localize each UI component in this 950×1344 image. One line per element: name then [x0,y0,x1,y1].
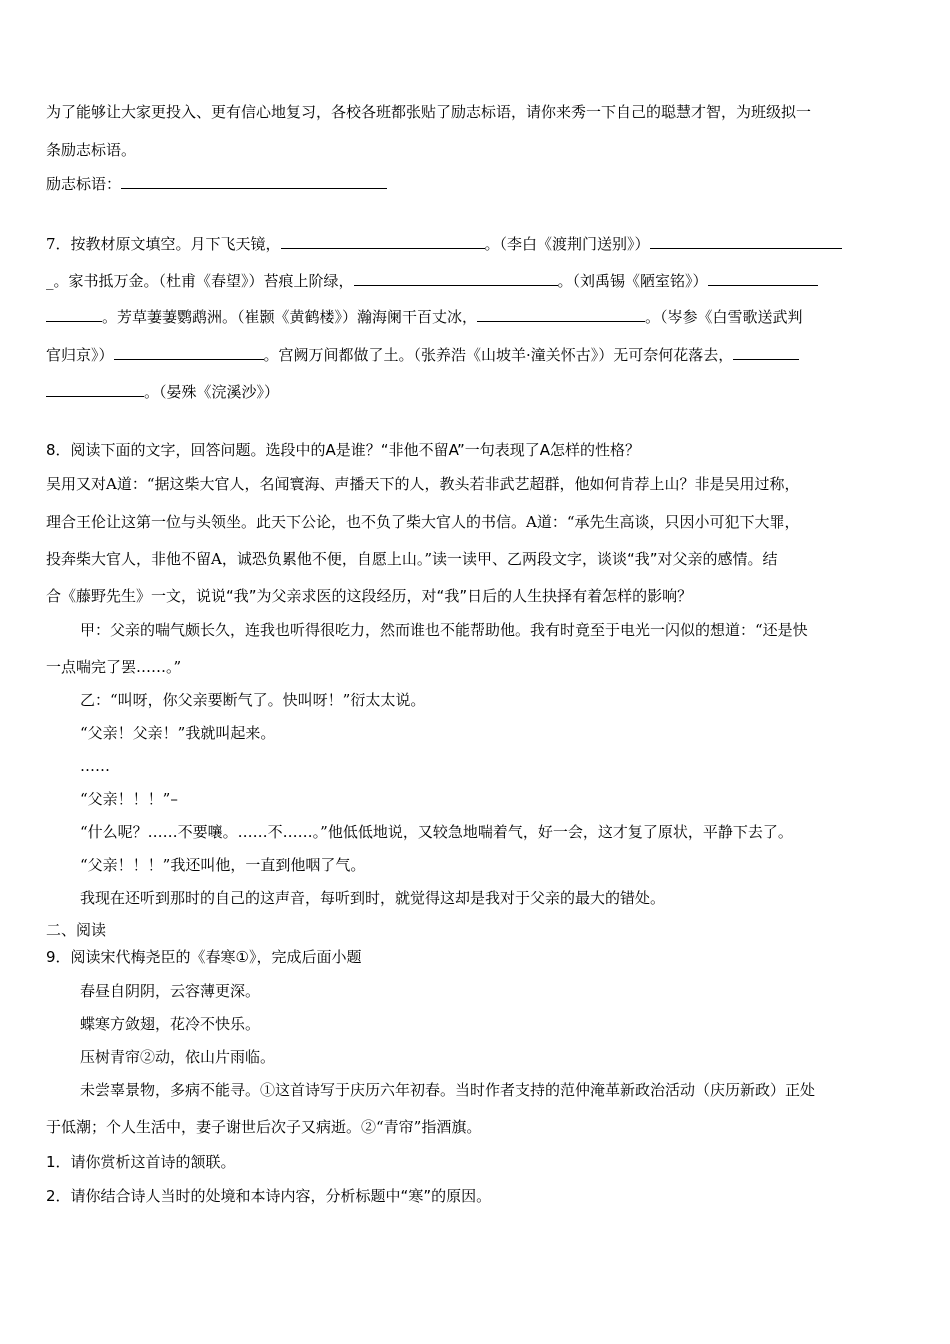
excerpt-yi-line-4: “父亲！！！”– [80,790,178,808]
excerpt-jia-line-2: 一点喘完了罢……。” [46,658,182,676]
excerpt-yi-line-6: “父亲！！！”我还叫他，一直到他咽了气。 [80,856,366,874]
q7-blank-2[interactable] [650,233,842,249]
slogan-label: 励志标语： [46,175,122,193]
slogan-row [46,173,904,194]
intro-line-2: 条励志标语。 [46,141,137,159]
excerpt-jia-line-1: 甲：父亲的喘气颇长久，连我也听得很吃力，然而谁也不能帮助他。我有时竟至于电光一闪似的想道：“还是快 [80,621,808,639]
q9-question: 9．阅读宋代梅尧臣的《春寒①》，完成后面小题 [46,948,362,966]
q7-text-4a: 官归京》） [46,346,114,364]
q7-blank-1[interactable] [281,233,485,249]
q7-line-2 [46,270,904,291]
q7-blank-5[interactable] [477,306,645,322]
excerpt-yi-line-2: “父亲！父亲！”我就叫起来。 [80,724,276,742]
q8-passage-3b: 读一读甲、乙两段文字，谈谈“我”对父亲的感情。结 [432,550,778,568]
q7-text-1b: 。（李白《渡荆门送别》） [484,235,650,253]
q7-blank-3[interactable] [354,270,558,286]
poem-note-line-1: 未尝辜景物，多病不能寻。①这首诗写于庆历六年初春。当时作者支持的范仲淹革新政治活动（庆历新政）正处 [80,1081,816,1099]
excerpt-yi-line-3: …… [80,757,110,775]
slogan-answer-blank[interactable] [121,173,387,189]
excerpt-yi-line-5: “什么呢？……不要嚷。……不……。”他低低地说，又较急地喘着气，好一会，这才复了原状，平静下去了。 [80,823,793,841]
poem-line-3: 压树青帘②动，依山片雨临。 [80,1048,276,1066]
q7-blank-7[interactable] [733,344,799,360]
section-heading: 二、阅读 [46,921,107,939]
q7-text-4b: 。宫阙万间都做了土。（张养浩《山坡羊·潼关怀古》）无可奈何花落去， [263,346,734,364]
q8-passage-line-1: 吴用又对A道：“据这柴大官人，名闻寰海、声播天下的人，教头若非武艺超群，他如何肯荐上山？非是吴用过称， [46,475,800,493]
excerpt-yi-line-1: 乙：“叫呀，你父亲要断气了。快叫呀！”衍太太说。 [80,691,426,709]
q7-blank-6[interactable] [114,344,264,360]
q7-line-4 [46,344,904,365]
q7-blank-7-cont[interactable] [46,381,144,397]
q7-text-5b: 。（晏殊《浣溪沙》） [144,383,280,401]
poem-note-line-2: 于低潮；个人生活中，妻子谢世后次子又病逝。②“青帘”指酒旗。 [46,1118,482,1136]
q8-passage-line-3 [46,549,904,569]
q8-passage-3a: 投奔柴大官人，非他不留A，诚恐负累他不便，自愿上山。” [46,550,433,568]
q7-line-3 [46,306,904,327]
intro-line-1: 为了能够让大家更投入、更有信心地复习，各校各班都张贴了励志标语，请你来秀一下自己的聪慧才智，为班级拟一 [46,103,812,121]
poem-line-1: 春昼自阴阴，云容薄更深。 [80,982,261,1000]
q7-text-2a: _。家书抵万金。（杜甫《春望》）苔痕上阶绿， [46,272,354,290]
q7-text-1a: 7．按教材原文填空。月下飞天镜， [46,235,281,253]
q8-question: 8．阅读下面的文字，回答问题。选段中的A是谁？“非他不留A”一句表现了A怎样的性格？ [46,441,641,459]
q7-text-2b: 。（刘禹锡《陋室铭》） [557,272,708,290]
q7-text-3b: 。（岑参《白雪歌送武判 [645,308,803,326]
q9-subquestion-2: 2．请你结合诗人当时的处境和本诗内容，分析标题中“寒”的原因。 [46,1187,492,1205]
q7-line-1 [46,233,904,254]
q7-text-3a: 。芳草萋萋鹦鹉洲。（崔颢《黄鹤楼》）瀚海阑干百丈冰， [102,308,478,326]
q8-passage-line-4: 合《藤野先生》一文，说说“我”为父亲求医的这段经历，对“我”日后的人生抉择有着怎样的影响？ [46,587,693,605]
q7-blank-4-cont[interactable] [46,306,102,322]
q7-line-5 [46,381,904,402]
excerpt-yi-line-7: 我现在还听到那时的自己的这声音，每听到时，就觉得这却是我对于父亲的最大的错处。 [80,889,666,907]
q7-blank-4[interactable] [708,270,818,286]
q9-subquestion-1: 1．请你赏析这首诗的颔联。 [46,1153,236,1171]
poem-line-2: 蝶寒方敛翅，花冷不快乐。 [80,1015,261,1033]
q8-passage-line-2: 理合王伦让这第一位与头领坐。此天下公论，也不负了柴大官人的书信。A道：“承先生高谈，只因小可犯下大罪， [46,513,800,531]
